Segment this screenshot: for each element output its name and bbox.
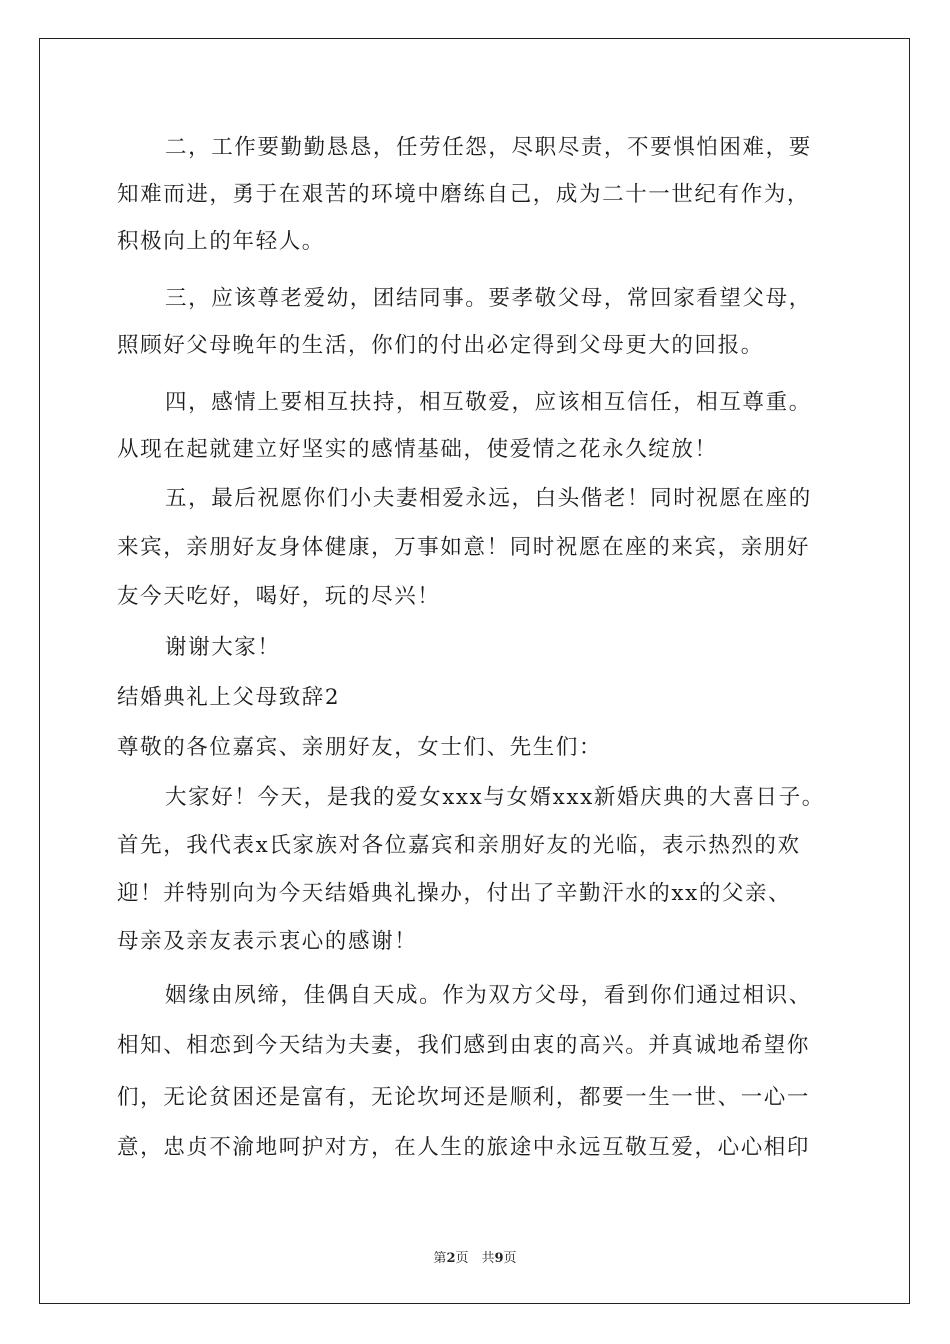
paragraph-line: 积极向上的年轻人。 [117,229,325,254]
paragraph-line: 大家好！今天，是我的爱女xxx与女婿xxx新婚庆典的大喜日子。 [165,785,825,810]
paragraph-line: 照顾好父母晚年的生活，你们的付出必定得到父母更大的回报。 [117,333,764,358]
page-suffix: 页 [503,1251,517,1266]
paragraph-line: 三，应该尊老爱幼，团结同事。要孝敬父母，常回家看望父母， [165,286,812,311]
paragraph-line: 母亲及亲友表示衷心的感谢！ [117,929,418,954]
page-footer [0,1247,950,1266]
page-total: 9 [494,1251,504,1266]
paragraph-line: 从现在起就建立好坚实的感情基础，使爱情之花永久绽放！ [117,437,718,462]
paragraph-line: 姻缘由夙缔，佳偶自天成。作为双方父母，看到你们通过相识、 [165,983,812,1008]
paragraph-line: 们，无论贫困还是富有，无论坎坷还是顺利，都要一生一世、一心一 [117,1085,811,1110]
paragraph-line: 谢谢大家！ [165,635,281,660]
paragraph-line: 相知、相恋到今天结为夫妻，我们感到由衷的高兴。并真诚地希望你 [117,1033,811,1058]
salutation-line: 尊敬的各位嘉宾、亲朋好友，女士们、先生们： [117,735,603,760]
page-prefix: 第 [433,1251,447,1266]
page-current: 2 [446,1251,456,1266]
paragraph-line: 知难而进，勇于在艰苦的环境中磨练自己，成为二十一世纪有作为， [117,182,811,207]
paragraph-line: 意，忠贞不渝地呵护对方，在人生的旅途中永远互敬互爱，心心相印 [117,1135,811,1160]
paragraph-line: 四，感情上要相互扶持，相互敬爱，应该相互信任，相互尊重。 [165,390,812,415]
page-mid: 页 共 [455,1251,495,1266]
paragraph-line: 来宾，亲朋好友身体健康，万事如意！同时祝愿在座的来宾，亲朋好 [117,535,811,560]
paragraph-line: 五，最后祝愿你们小夫妻相爱永远，白头偕老！同时祝愿在座的 [165,486,812,511]
section-heading: 结婚典礼上父母致辞2 [117,685,341,710]
paragraph-line: 二，工作要勤勤恳恳，任劳任怨，尽职尽责，不要惧怕困难，要 [165,135,812,160]
paragraph-line: 迎！并特别向为今天结婚典礼操办，付出了辛勤汗水的xx的父亲、 [117,881,792,906]
paragraph-line: 友今天吃好，喝好，玩的尽兴！ [117,584,441,609]
paragraph-line: 首先，我代表x氏家族对各位嘉宾和亲朋好友的光临，表示热烈的欢 [117,833,801,858]
